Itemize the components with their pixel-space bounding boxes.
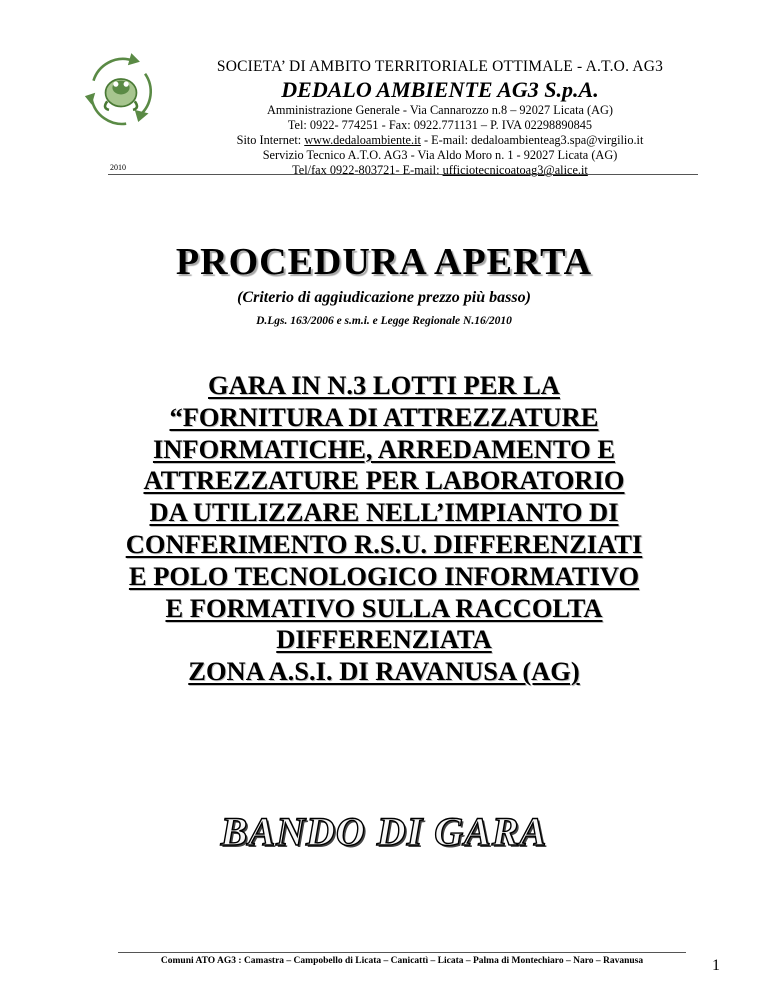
tender-object	[40, 370, 728, 688]
object-line: CONFERIMENTO R.S.U. DIFFERENZIATI	[125, 528, 643, 559]
object-line: E POLO TECNOLOGICO INFORMATIVO	[128, 560, 640, 591]
website-label: Sito Internet:	[236, 133, 305, 147]
object-line: ATTREZZATURE PER LABORATORIO	[143, 465, 625, 496]
bando-di-gara-heading: BANDO DI GARA	[220, 809, 548, 854]
object-line: GARA IN N.3 LOTTI PER LA	[208, 370, 560, 400]
company-contacts: Tel: 0922- 774251 - Fax: 0922.771131 – P. IVA 02298890845	[287, 118, 593, 132]
object-line: E FORMATIVO SULLA RACCOLTA	[165, 592, 603, 623]
object-line: “FORNITURA DI ATTREZZATURE	[169, 401, 599, 432]
object-line: ZONA A.S.I. DI RAVANUSA (AG)	[188, 656, 580, 687]
award-criteria: (Criterio di aggiudicazione prezzo più basso)	[237, 289, 531, 306]
technical-contacts	[140, 163, 740, 178]
society-name: SOCIETA’ DI AMBITO TERRITORIALE OTTIMALE - A.T.O. AG3	[216, 58, 664, 75]
technical-email-link[interactable]: ufficiotecnicoatoag3@alice.it	[442, 163, 588, 177]
object-line: DA UTILIZZARE NELL’IMPIANTO DI	[149, 497, 619, 528]
object-line: INFORMATICHE, ARREDAMENTO E	[152, 433, 616, 464]
header-divider	[108, 174, 698, 175]
website-line	[140, 133, 740, 148]
company-address: Amministrazione Generale - Via Cannarozzo n.8 – 92027 Licata (AG)	[267, 103, 613, 117]
footer-municipalities: Comuni ATO AG3 : Camastra – Campobello di Licata – Canicattì – Licata – Palma di Montechiaro – Naro – Ravanusa	[160, 956, 644, 966]
company-name: DEDALO AMBIENTE AG3 S.p.A.	[281, 77, 599, 102]
telfax-label: Tel/fax 0922-803721- E-mail:	[292, 163, 443, 177]
document-title: PROCEDURA APERTA	[175, 241, 593, 283]
object-line: DIFFERENZIATA	[276, 624, 492, 655]
header-year: 2010	[110, 163, 126, 172]
technical-service-address: Servizio Tecnico A.T.O. AG3 - Via Aldo Moro n. 1 - 92027 Licata (AG)	[262, 148, 618, 162]
website-link[interactable]: www.dedaloambiente.it	[304, 133, 421, 147]
page-number: 1	[712, 957, 720, 974]
letterhead	[140, 58, 740, 178]
legal-reference: D.Lgs. 163/2006 e s.m.i. e Legge Regionale N.16/2010	[256, 315, 512, 327]
email-text: - E-mail: dedaloambienteag3.spa@virgilio.it	[420, 133, 644, 147]
footer-divider	[118, 952, 686, 953]
